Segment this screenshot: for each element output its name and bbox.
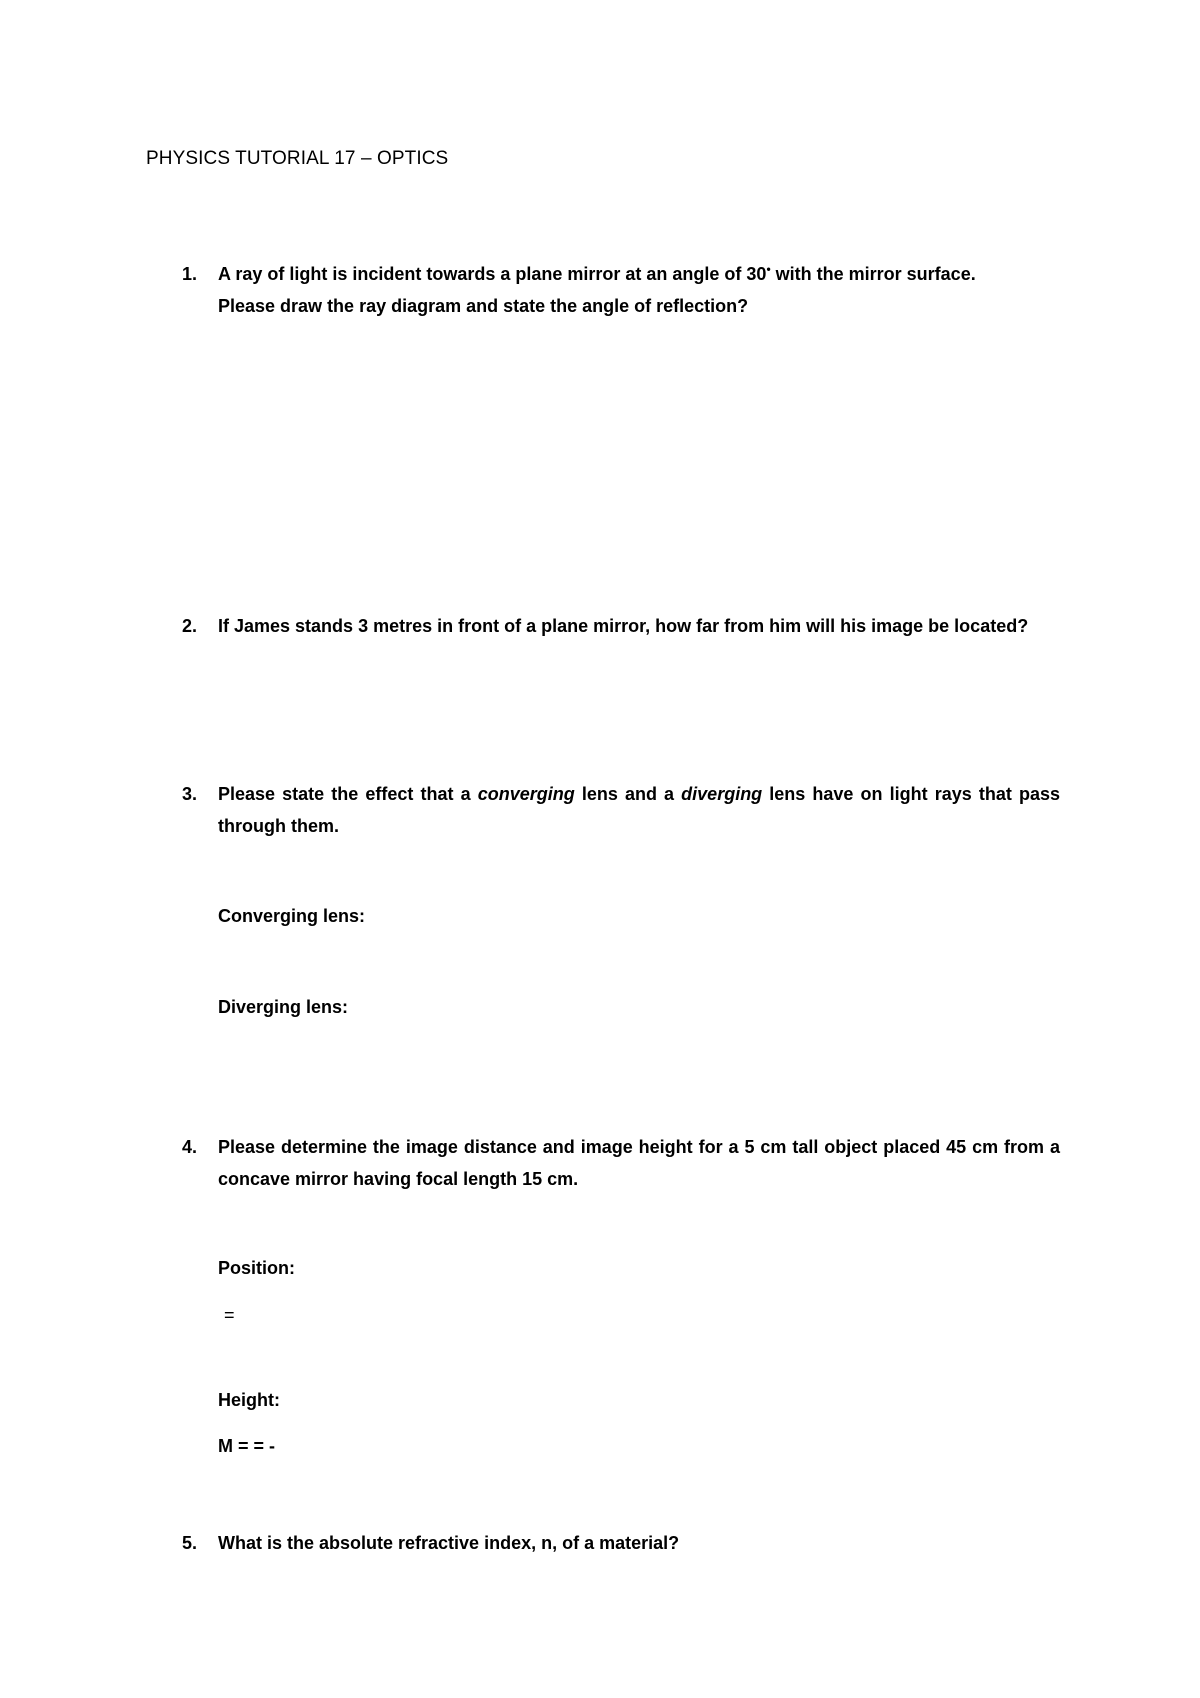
question-text (218, 258, 1060, 322)
question-number: 1. (182, 264, 198, 284)
question-text: If James stands 3 metres in front of a plane mirror, how far from him will his image be located? (218, 616, 1029, 636)
height-label: Height: (218, 1390, 280, 1410)
question-number: 2. (182, 616, 198, 636)
question-5 (182, 1527, 1060, 1559)
question-text: Please determine the image distance and image height for a 5 cm tall object placed 45 cm from a concave mirror having focal length 15 cm. (218, 1137, 1060, 1189)
page-title: PHYSICS TUTORIAL 17 – OPTICS (146, 148, 449, 169)
question-number: 5. (182, 1533, 198, 1553)
question-text-part: A ray of light is incident towards a plane mirror at an angle of 30 (218, 264, 767, 284)
emphasis-diverging: diverging (681, 784, 763, 804)
question-text-part: with the mirror surface. (770, 264, 976, 284)
question-text-part: lens have on light rays that pass through them. (218, 784, 1060, 836)
question-1 (182, 258, 1060, 322)
question-line: Please draw the ray diagram and state the angle of reflection? (218, 296, 749, 316)
question-text: What is the absolute refractive index, n, of a material? (218, 1533, 680, 1553)
diverging-lens-label: Diverging lens: (218, 997, 349, 1017)
question-number: 3. (182, 784, 198, 804)
question-number: 4. (182, 1137, 198, 1157)
question-line (218, 258, 1060, 290)
question-3 (182, 778, 1060, 842)
question-text-part: Please state the effect that a (218, 784, 478, 804)
question-4 (182, 1131, 1060, 1195)
degree-symbol: • (766, 262, 771, 276)
question-text (218, 778, 1060, 842)
question-2 (182, 610, 1060, 642)
emphasis-converging: converging (477, 784, 575, 804)
converging-lens-label: Converging lens: (218, 906, 366, 926)
height-equation: M = = - (218, 1436, 276, 1456)
position-label: Position: (218, 1258, 295, 1278)
question-text-part: lens and a (574, 784, 682, 804)
position-equation: = (224, 1305, 235, 1325)
